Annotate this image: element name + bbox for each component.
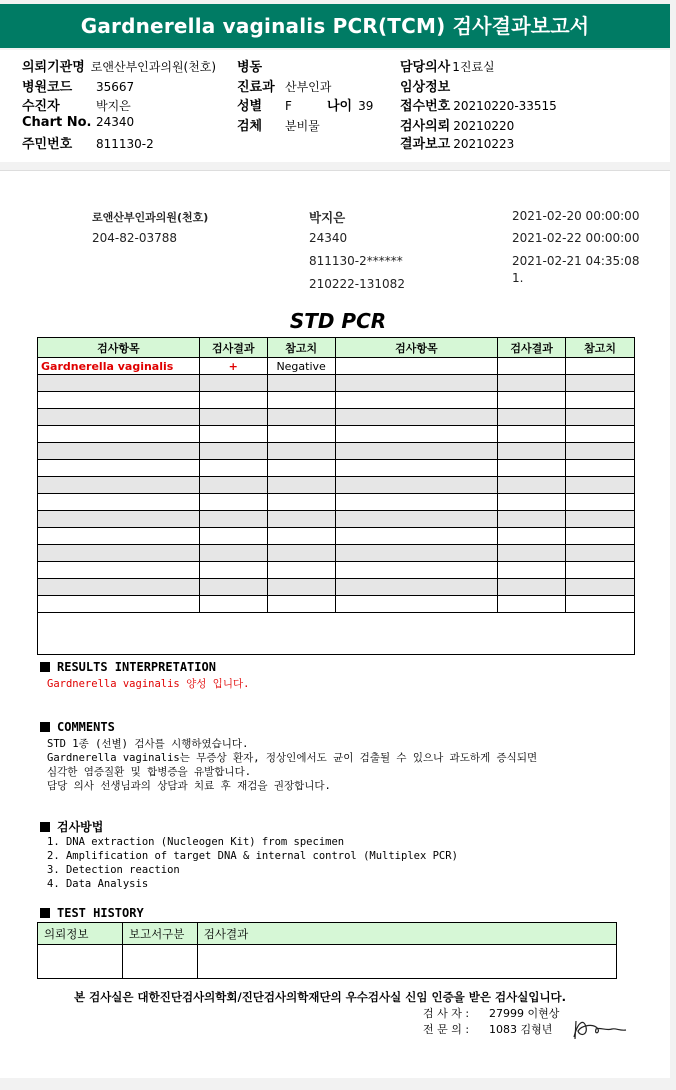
report-date-label: 결과보고 xyxy=(400,137,451,152)
history-col-result: 검사결과 xyxy=(197,923,616,945)
specialist-label: 전 문 의 : xyxy=(423,1023,470,1036)
clinical-field xyxy=(400,76,450,95)
table-row xyxy=(38,562,635,579)
clinic-number: 204-82-03788 xyxy=(92,231,178,245)
chart-value: 24340 xyxy=(96,115,135,129)
doctor-label: 담당의사 xyxy=(400,60,451,75)
table-row xyxy=(38,494,635,511)
result-item-name: Gardnerella vaginalis xyxy=(38,358,200,375)
specimen-field xyxy=(237,115,320,134)
comment-line: STD 1종 (선별) 검사를 시행하였습니다. xyxy=(47,738,249,750)
institution-value: 로앤산부인과의원(천호) xyxy=(90,60,217,74)
report-date-field xyxy=(400,133,514,152)
receipt-value: 20210220-33515 xyxy=(453,99,557,113)
table-row xyxy=(38,528,635,545)
table-row xyxy=(38,392,635,409)
comment-line: 담당 의사 선생님과의 상담과 치료 후 재검을 권장합니다. xyxy=(47,780,331,792)
header-info xyxy=(0,50,670,162)
interpretation-text: Gardnerella vaginalis 양성 입니다. xyxy=(47,678,250,690)
specialist-value: 1083 김형년 xyxy=(489,1023,553,1036)
dept-field xyxy=(237,76,331,95)
patient-value: 박지은 xyxy=(96,99,131,113)
request-field xyxy=(400,115,514,134)
hospital-code-field xyxy=(22,76,134,95)
table-row xyxy=(38,409,635,426)
date-reported: 2021-02-22 00:00:00 xyxy=(512,231,640,245)
dept-label: 진료과 xyxy=(237,80,275,95)
request-value: 20210220 xyxy=(453,119,515,133)
dept-value: 산부인과 xyxy=(285,80,332,94)
table-row xyxy=(38,460,635,477)
ssn-value: 811130-2 xyxy=(96,137,154,151)
ward-field xyxy=(237,56,262,75)
table-row xyxy=(38,511,635,528)
square-bullet-icon xyxy=(40,908,50,918)
doctor-value: 1진료실 xyxy=(452,60,495,74)
examiner-value: 27999 이현상 xyxy=(489,1007,560,1020)
clinic-name: 로앤산부인과의원(천호) xyxy=(92,211,209,224)
col-header-item-2: 검사항목 xyxy=(335,338,498,358)
square-bullet-icon xyxy=(40,822,50,832)
history-col-request: 의뢰정보 xyxy=(38,923,123,945)
table-notes-row xyxy=(38,613,635,655)
patient-name: 박지은 xyxy=(309,210,346,225)
institution-label: 의뢰기관명 xyxy=(22,60,85,75)
sex-value: F xyxy=(285,99,292,113)
col-header-item: 검사항목 xyxy=(38,338,200,358)
result-value: + xyxy=(199,358,267,375)
col-header-ref-2: 참고치 xyxy=(566,338,635,358)
result-reference: Negative xyxy=(267,358,335,375)
comment-line: 심각한 염증질환 및 합병증을 유발합니다. xyxy=(47,766,252,778)
examiner-label: 검 사 자 : xyxy=(423,1007,470,1020)
patient-ssn: 811130-2****** xyxy=(309,254,403,268)
age-label: 나이 xyxy=(327,99,353,114)
ssn-label: 주민번호 xyxy=(22,137,73,152)
table-row xyxy=(38,426,635,443)
signature-icon xyxy=(572,1017,628,1041)
table-row xyxy=(38,545,635,562)
receipt-label: 접수번호 xyxy=(400,99,451,114)
report-date-value: 20210223 xyxy=(453,137,515,151)
method-line: 2. Amplification of target DNA & internal control (Multiplex PCR) xyxy=(47,850,458,862)
patient-field xyxy=(22,95,131,114)
table-row xyxy=(38,477,635,494)
request-label: 검사의뢰 xyxy=(400,119,451,134)
ssn-field xyxy=(22,133,154,152)
specimen-value: 분비물 xyxy=(285,119,320,133)
col-header-result: 검사결과 xyxy=(199,338,267,358)
col-header-result-2: 검사결과 xyxy=(498,338,566,358)
clinical-label: 임상정보 xyxy=(400,80,451,95)
chart-field xyxy=(22,115,134,130)
square-bullet-icon xyxy=(40,722,50,732)
chart-label: Chart No. xyxy=(22,115,92,130)
sample-id: 210222-131082 xyxy=(309,277,405,291)
sex-field xyxy=(237,95,292,114)
square-bullet-icon xyxy=(40,662,50,672)
ward-label: 병동 xyxy=(237,60,263,75)
institution-field xyxy=(22,56,216,75)
table-row xyxy=(38,375,635,392)
comments-heading: COMMENTS xyxy=(40,720,115,734)
table-row xyxy=(38,945,617,979)
table-row xyxy=(38,443,635,460)
comment-line: Gardnerella vaginalis는 무증상 환자, 정상인에서도 균이 검출될 수 있으나 과도하게 증식되면 xyxy=(47,752,538,764)
method-line: 1. DNA extraction (Nucleogen Kit) from specimen xyxy=(47,836,345,848)
method-line: 3. Detection reaction xyxy=(47,864,180,876)
history-header-row xyxy=(38,923,617,945)
method-heading: 검사방법 xyxy=(40,818,103,835)
results-header-row xyxy=(38,338,635,358)
history-heading: TEST HISTORY xyxy=(40,906,144,920)
interpretation-heading: RESULTS INTERPRETATION xyxy=(40,660,216,674)
std-pcr-title: STD PCR xyxy=(289,309,387,333)
history-table xyxy=(37,922,617,979)
receipt-field xyxy=(400,95,557,114)
table-row xyxy=(38,596,635,613)
doctor-field xyxy=(400,56,495,75)
results-table xyxy=(37,337,635,655)
date-tested: 2021-02-21 04:35:08 xyxy=(512,254,640,268)
age-value: 39 xyxy=(358,99,374,113)
sex-label: 성별 xyxy=(237,99,263,114)
report-page xyxy=(0,170,670,1078)
date-received: 2021-02-20 00:00:00 xyxy=(512,209,640,223)
table-row xyxy=(38,579,635,596)
hospital-code-value: 35667 xyxy=(96,80,135,94)
history-col-report-type: 보고서구분 xyxy=(122,923,197,945)
date-tested-suffix: 1. xyxy=(512,271,524,285)
patient-label: 수진자 xyxy=(22,99,60,114)
table-row xyxy=(38,358,635,375)
specimen-label: 검체 xyxy=(237,119,263,134)
report-title: Gardnerella vaginalis PCR(TCM) 검사결과보고서 xyxy=(0,4,670,48)
method-line: 4. Data Analysis xyxy=(47,878,149,890)
certification-statement: 본 검사실은 대한진단검사의학회/진단검사의학재단의 우수검사실 신임 인증을 받은 검사실입니다. xyxy=(73,990,567,1004)
hospital-code-label: 병원코드 xyxy=(22,80,73,95)
col-header-ref: 참고치 xyxy=(267,338,335,358)
patient-chart: 24340 xyxy=(309,231,348,245)
age-field xyxy=(327,95,373,114)
